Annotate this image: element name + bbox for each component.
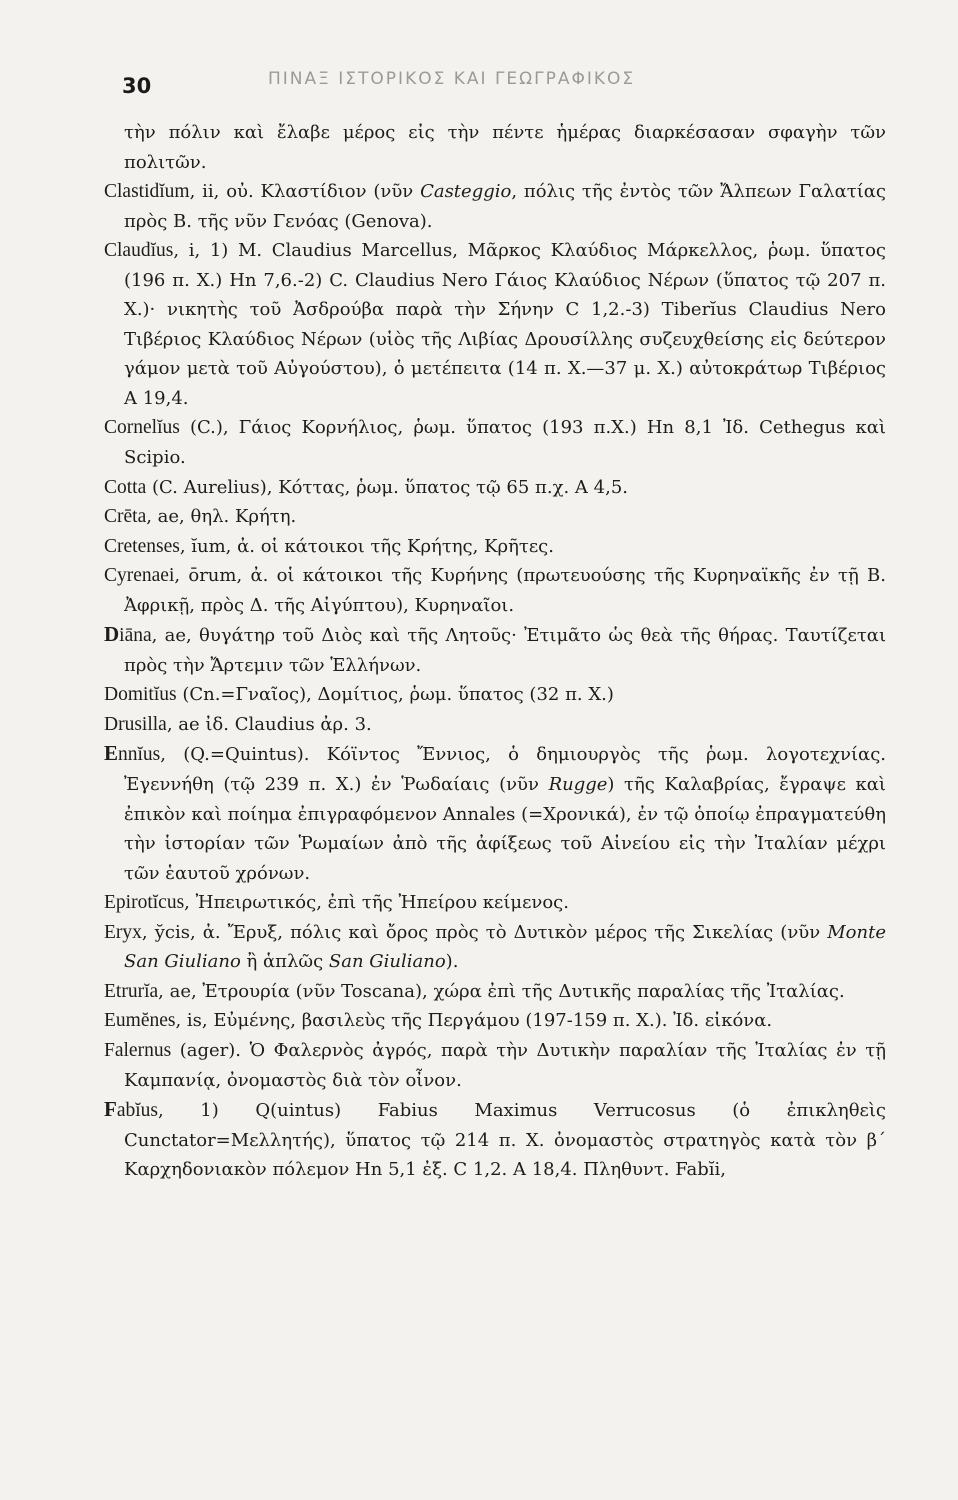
- index-entry: [104, 710, 886, 740]
- index-entry: [104, 918, 886, 977]
- entry-text: ).: [445, 951, 459, 973]
- entry-text: , is, Εὐμένης, βασιλεὺς τῆς Περγάμου (197-159 π. Χ.). Ἰδ. εἰκόνα.: [175, 1010, 773, 1032]
- index-entry: [104, 1006, 886, 1036]
- entry-text: (Cn.=Γναῖος), Δομίτιος, ῥωμ. ὕπατος (32 π. Χ.): [176, 684, 614, 706]
- entry-text: (C. Aurelius), Κόττας, ῥωμ. ὕπατος τῷ 65 π.χ. A 4,5.: [146, 476, 628, 498]
- entry-text: , ĭum, ἀ. οἱ κάτοικοι τῆς Κρήτης, Κρῆτες.: [179, 535, 554, 557]
- entry-text: , y̆cis, ἀ. Ἔρυξ, πόλις καὶ ὄρος πρὸς τὸ Δυτικὸν μέρος τῆς Σικελίας (νῦν: [141, 921, 828, 943]
- entry-headword: Falernus: [104, 1039, 172, 1061]
- entry-text: ἢ ἁπλῶς: [240, 951, 329, 973]
- entry-text: , ii, οὐ. Κλαστίδιον (νῦν: [189, 181, 421, 203]
- index-entry: [104, 177, 886, 236]
- section-initial: F: [104, 1097, 117, 1122]
- entry-italic-text: San Giuliano: [328, 951, 446, 973]
- index-entry: [104, 413, 886, 472]
- section-initial: E: [104, 741, 119, 766]
- entry-headword: Domitĭus: [104, 684, 177, 706]
- entry-headword: nnĭus: [118, 744, 161, 766]
- entry-text: (C.), Γάιος Κορνήλιος, ῥωμ. ὕπατος (193 π.Χ.) Hn 8,1 Ἰδ. Cethegus καὶ Scipio.: [124, 417, 886, 469]
- index-entry: [104, 680, 886, 710]
- entry-text: , ōrum, ἀ. οἱ κάτοικοι τῆς Κυρήνης (πρωτευούσης τῆς Κυρηναϊκῆς ἐν τῇ Β. Ἀφρικῇ, πρὸς Δ. τῆς Αἰγύπτου), Κυρηναῖοι.: [124, 565, 886, 616]
- entry-italic-text: Rugge: [548, 774, 608, 796]
- continued-entry: [104, 118, 886, 177]
- index-entry: [104, 473, 886, 503]
- entry-text: , ae, θηλ. Κρήτη.: [146, 506, 297, 528]
- entry-headword: Eumĕnes: [104, 1010, 176, 1032]
- entry-headword: Crēta: [104, 506, 147, 528]
- index-entry: [104, 502, 886, 532]
- entry-headword: Claudĭus: [104, 240, 174, 262]
- entry-text: , i, 1) M. Claudius Marcellus, Μᾶρκος Κλαύδιος Μάρκελλος, ῥωμ. ὕπατος (196 π. Χ.) Hn 7,6.-2) C. Claudius Nero Γάιος Κλαύδιος Νέρων (ὕπατος τῷ 207 π. Χ.)· νικητὴς τοῦ Ἀσδρούβα παρὰ τὴν Σήνην C 1,2.-3) Tiberĭus Claudius Nero Τιβέριος Κλαύδιος Νέρων (υἱὸς τῆς Λιβίας Δρουσίλλης συζευχθείσης εἰς δεύτερον γάμον μετὰ τοῦ Αὐγούστου), ὁ μετέπειτα (14 π. Χ.—37 μ. Χ.) αὐτοκράτωρ Τιβέριος A 19,4.: [124, 240, 886, 409]
- entry-text: , Ἠπειρωτικός, ἐπὶ τῆς Ἠπείρου κείμενος.: [184, 892, 569, 914]
- entry-headword: abĭus: [116, 1100, 158, 1122]
- entry-text: , (Q.=Quintus). Κόϊντος Ἔννιος, ὁ δημιουργὸς τῆς ῥωμ. λογοτεχνίας. Ἐγεννήθη (τῷ 239 π. Χ.) ἐν Ῥωδαίαις (νῦν: [124, 744, 886, 796]
- entry-headword: Cornelĭus: [104, 417, 180, 439]
- index-entry: [104, 561, 886, 620]
- index-entry: [104, 888, 886, 918]
- page-number: 30: [122, 74, 152, 98]
- entry-headword: Cretenses: [104, 535, 180, 557]
- entry-text: , πόλις τῆς ἐντὸς τῶν Ἄλπεων Γαλατίας πρὸς Β. τῆς νῦν Γενόας (Genova).: [124, 181, 886, 232]
- index-entry: [104, 532, 886, 562]
- entry-headword: Clastidĭum: [104, 181, 190, 203]
- entry-text: τὴν πόλιν καὶ ἔλαβε μέρος εἰς τὴν πέντε ἡμέρας διαρκέσασαν σφαγὴν τῶν πολιτῶν.: [124, 122, 886, 173]
- entry-text: , ae ἰδ. Claudius ἀρ. 3.: [166, 713, 372, 735]
- index-entry: [104, 739, 886, 888]
- index-entry: [104, 1095, 886, 1185]
- entry-headword: Drusilla: [104, 713, 167, 735]
- entry-headword: iāna: [119, 625, 152, 647]
- entry-italic-text: Monte San Giuliano: [124, 921, 886, 973]
- entry-headword: Eryx: [104, 921, 142, 943]
- index-entry: [104, 1036, 886, 1095]
- entry-text: ) τῆς Καλαβρίας, ἔγραψε καὶ ἐπικὸν καὶ ποίημα ἐπιγραφόμενον Annales (=Χρονικά), ἐν τῷ ὁποίῳ ἐπραγματεύθη τὴν ἱστορίαν τῶν Ῥωμαίων ἀπὸ τῆς ἀφίξεως τοῦ Αἰνείου εἰς τὴν Ἰταλίαν μέχρι τῶν ἑαυτοῦ χρόνων.: [124, 774, 886, 884]
- entry-text: , ae, Ἐτρουρία (νῦν Toscana), χώρα ἐπὶ τῆς Δυτικῆς παραλίας τῆς Ἰταλίας.: [158, 980, 845, 1002]
- entry-text: , ae, θυγάτηρ τοῦ Διὸς καὶ τῆς Λητοῦς· Ἐτιμᾶτο ὡς θεὰ τῆς θήρας. Ταυτίζεται πρὸς τὴν Ἄρτεμιν τῶν Ἑλλήνων.: [124, 625, 886, 676]
- entry-text: , 1) Q(uintus) Fabius Maximus Verrucosus (ὁ ἐπικληθεὶς Cunctator=Μελλητής), ὕπατος τῷ 214 π. Χ. ὀνομαστὸς στρατηγὸς κατὰ τὸν β´ Καρχηδονιακὸν πόλεμον Hn 5,1 ἐξ. C 1,2. A 18,4. Πληθυντ. Fabĭi,: [124, 1100, 886, 1181]
- section-initial: D: [104, 622, 120, 647]
- index-entry: [104, 977, 886, 1007]
- entry-headword: Etrurĭa: [104, 980, 159, 1002]
- entry-headword: Cyrenaei: [104, 565, 175, 587]
- index-entry: [104, 620, 886, 680]
- entry-italic-text: Casteggio: [420, 181, 512, 203]
- entry-text: (ager). Ὁ Φαλερνὸς ἀγρός, παρὰ τὴν Δυτικὴν παραλίαν τῆς Ἰταλίας ἐν τῇ Καμπανίᾳ, ὀνομαστὸς διὰ τὸν οἶνον.: [124, 1039, 886, 1091]
- running-head: ΠΙΝΑΞ ΙΣΤΟΡΙΚΟΣ ΚΑΙ ΓΕΩΓΡΑΦΙΚΟΣ: [268, 69, 636, 89]
- index-entries: [104, 118, 886, 1185]
- index-entry: [104, 236, 886, 413]
- entry-headword: Epirotĭcus: [104, 892, 185, 914]
- entry-headword: Cotta: [104, 476, 147, 498]
